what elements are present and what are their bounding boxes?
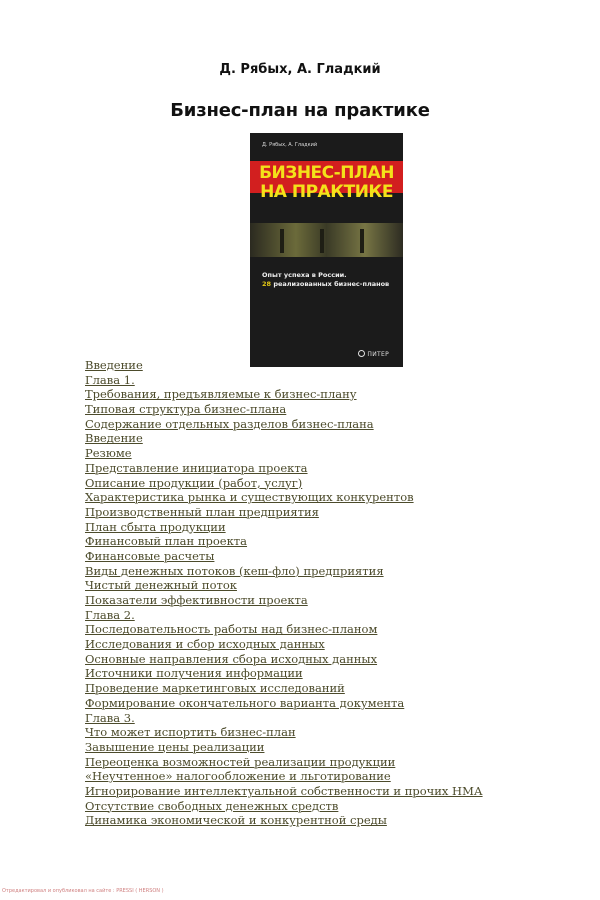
toc-item xyxy=(85,417,555,432)
toc-link[interactable]: Представление инициатора проекта xyxy=(85,460,308,475)
toc-link[interactable]: Динамика экономической и конкурентной среды xyxy=(85,813,387,828)
cover-title-line1: БИЗНЕС-ПЛАН xyxy=(259,163,394,183)
cover-title xyxy=(250,164,403,202)
publisher-logo: ПИТЕР xyxy=(358,350,389,358)
toc-item xyxy=(85,696,555,711)
toc-item xyxy=(85,446,555,461)
toc-link[interactable]: Характеристика рынка и существующих конкурентов xyxy=(85,490,414,505)
toc-link[interactable]: Описание продукции (работ, услуг) xyxy=(85,475,303,490)
toc-link[interactable]: Виды денежных потоков (кеш-фло) предприятия xyxy=(85,563,384,578)
toc-item xyxy=(85,666,555,681)
cover-title-line2: НА ПРАКТИКЕ xyxy=(260,182,393,202)
toc-item xyxy=(85,358,555,373)
toc-link[interactable]: План сбыта продукции xyxy=(85,519,226,534)
toc-link[interactable]: Введение xyxy=(85,431,143,446)
toc-link[interactable]: Формирование окончательного варианта документа xyxy=(85,695,405,710)
toc-item xyxy=(85,784,555,799)
toc-link[interactable]: Резюме xyxy=(85,446,132,461)
toc-link[interactable]: Требования, предъявляемые к бизнес-плану xyxy=(85,387,357,402)
toc-item xyxy=(85,813,555,828)
toc-link[interactable]: Источники получения информации xyxy=(85,666,303,681)
toc-item xyxy=(85,637,555,652)
cover-subtitle-number: 28 xyxy=(262,280,272,288)
toc-item xyxy=(85,755,555,770)
toc-item xyxy=(85,740,555,755)
toc-link[interactable]: Глава 1. xyxy=(85,372,135,387)
toc-link[interactable]: Введение xyxy=(85,358,143,372)
footer-credit: Отредактировал и опубликовал на сайте : PRESSI ( HERSON ) xyxy=(2,888,164,894)
book-authors: Д. Рябых, А. Гладкий xyxy=(219,62,381,77)
toc-link[interactable]: Типовая структура бизнес-плана xyxy=(85,402,287,417)
toc-item xyxy=(85,725,555,740)
toc-item xyxy=(85,520,555,535)
toc-item xyxy=(85,490,555,505)
toc-item xyxy=(85,593,555,608)
table-of-contents xyxy=(85,358,555,828)
toc-item xyxy=(85,476,555,491)
book-title: Бизнес-план на практике xyxy=(170,100,430,121)
cover-subtitle xyxy=(262,271,397,289)
toc-link[interactable]: Финансовые расчеты xyxy=(85,548,215,563)
toc-link[interactable]: Основные направления сбора исходных данных xyxy=(85,651,378,666)
toc-item xyxy=(85,578,555,593)
toc-link[interactable]: Исследования и сбор исходных данных xyxy=(85,637,325,652)
toc-link[interactable]: Производственный план предприятия xyxy=(85,504,319,519)
toc-item xyxy=(85,652,555,667)
toc-link[interactable]: Что может испортить бизнес-план xyxy=(85,725,296,740)
toc-link[interactable]: «Неучтенное» налогообложение и льготирование xyxy=(85,769,391,784)
toc-item xyxy=(85,534,555,549)
toc-link[interactable]: Последовательность работы над бизнес-планом xyxy=(85,622,378,637)
toc-item xyxy=(85,549,555,564)
toc-item xyxy=(85,431,555,446)
toc-item xyxy=(85,711,555,726)
toc-item xyxy=(85,608,555,623)
toc-link[interactable]: Завышение цены реализации xyxy=(85,739,265,754)
toc-item xyxy=(85,622,555,637)
toc-link[interactable]: Переоценка возможностей реализации продукции xyxy=(85,754,396,769)
book-cover xyxy=(250,133,403,367)
toc-item xyxy=(85,681,555,696)
cover-photo xyxy=(250,223,403,257)
toc-item xyxy=(85,461,555,476)
toc-link[interactable]: Глава 2. xyxy=(85,607,135,622)
toc-item xyxy=(85,387,555,402)
toc-item xyxy=(85,505,555,520)
toc-link[interactable]: Содержание отдельных разделов бизнес-плана xyxy=(85,416,374,431)
toc-link[interactable]: Чистый денежный поток xyxy=(85,578,237,593)
toc-item xyxy=(85,769,555,784)
toc-item xyxy=(85,799,555,814)
toc-link[interactable]: Глава 3. xyxy=(85,710,135,725)
toc-link[interactable]: Финансовый план проекта xyxy=(85,534,248,549)
toc-link[interactable]: Игнорирование интеллектуальной собственности и прочих НМА xyxy=(85,783,483,798)
toc-link[interactable]: Показатели эффективности проекта xyxy=(85,593,308,607)
toc-item xyxy=(85,373,555,388)
toc-link[interactable]: Проведение маркетинговых исследований xyxy=(85,681,345,696)
cover-subtitle-line2: реализованных бизнес-планов xyxy=(273,280,390,288)
cover-subtitle-line1: Опыт успеха в России. xyxy=(262,271,347,279)
toc-item xyxy=(85,402,555,417)
toc-item xyxy=(85,564,555,579)
cover-authors: Д. Рябых, А. Гладкий xyxy=(262,142,318,148)
toc-link[interactable]: Отсутствие свободных денежных средств xyxy=(85,798,339,813)
